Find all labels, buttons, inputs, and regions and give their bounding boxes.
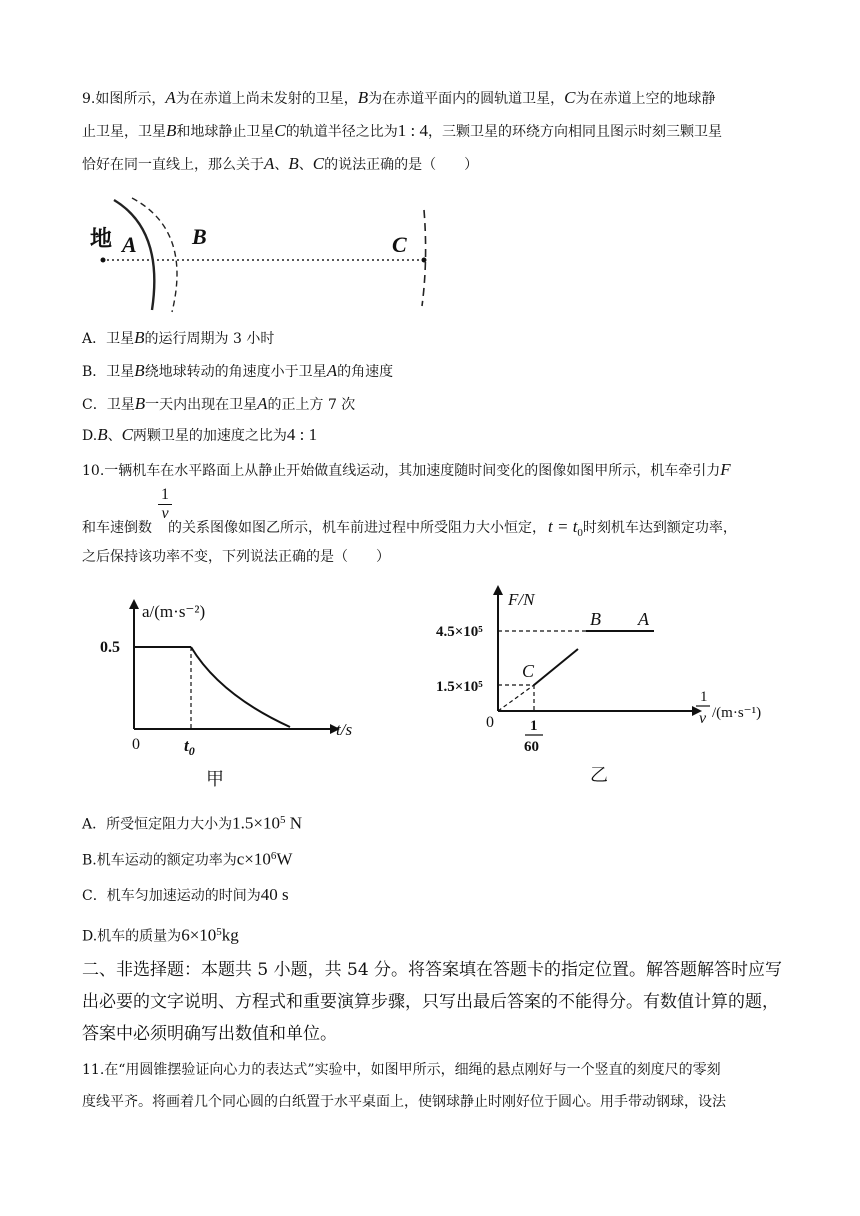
q9-earth-label: 地 xyxy=(90,226,113,251)
graph-yi-point-a: A xyxy=(638,609,649,629)
graph-jia-caption: 甲 xyxy=(206,769,224,789)
section2-line-3: 答案中必须明确写出数值和单位。 xyxy=(82,1024,337,1044)
graph-jia-t0-label: $t_0$ xyxy=(184,736,195,758)
q9-option-d: D.B、C两颗卫星的加速度之比为4 : 1 xyxy=(82,425,318,444)
q10-graph-yi xyxy=(430,585,790,790)
q10-fraction-numerator: 1 xyxy=(161,486,169,503)
q9-stem-line-2: 止卫星，卫星B和地球静止卫星C的轨道半径之比为1 : 4，三颗卫星的环绕方向相同且图示时刻三颗卫星 xyxy=(82,121,722,140)
q10-option-c: C．机车匀加速运动的时间为40 s xyxy=(82,885,289,904)
q9-orbit-figure xyxy=(82,190,442,315)
q9-option-a: A．卫星B的运行周期为 3 小时 xyxy=(82,328,275,347)
q10-fraction-denominator: v xyxy=(161,505,169,522)
graph-yi-x-label-num: 1 xyxy=(700,689,708,705)
graph-yi-x-tick-num: 1 xyxy=(530,718,538,734)
q10-stem-line-2: 和车速倒数 的关系图像如图乙所示，机车前进过程中所受阻力大小恒定， $t = t_0$时刻机车达到额定功率， xyxy=(82,517,737,539)
graph-yi-x-tick-den: 60 xyxy=(524,739,539,755)
graph-yi-x-label-den: v xyxy=(699,710,707,727)
graph-yi-origin: 0 xyxy=(486,714,494,731)
q10-stem-line-3: 之后保持该功率不变，下列说法正确的是（ ） xyxy=(82,549,390,565)
q9-point-a-label: A xyxy=(122,232,137,257)
q9-stem-line-3: 恰好在同一直线上，那么关于A、B、C的说法正确的是（ ） xyxy=(82,154,479,173)
graph-yi-point-c: C xyxy=(522,661,535,681)
graph-yi-x-label-unit: /(m·s⁻¹) xyxy=(712,705,762,721)
graph-jia-y-label: a/(m·s⁻²) xyxy=(142,602,206,621)
q11-stem-line-1: 11.在“用圆锥摆验证向心力的表达式”实验中，如图甲所示，细绳的悬点刚好与一个竖直的刻度尺的零刻 xyxy=(82,1062,721,1078)
q9-stem-line-1: 9.如图所示，A为在赤道上尚未发射的卫星，B为在赤道平面内的圆轨道卫星，C为在赤道上空的地球静 xyxy=(82,88,716,107)
graph-jia-origin: 0 xyxy=(132,736,140,753)
q10-option-a: A．所受恒定阻力大小为$1.5\times 10^5$ N xyxy=(82,813,302,833)
graph-yi-y-label: F/N xyxy=(508,590,535,609)
section2-line-1: 二、非选择题：本题共 5 小题，共 54 分。将答案填在答题卡的指定位置。解答题解答时应写 xyxy=(82,960,783,980)
q10-option-d: D.机车的质量为$6\times 10^5kg$ xyxy=(82,925,239,945)
graph-jia-x-label: t/s xyxy=(336,720,353,739)
graph-yi-y-tick-high: 4.5×10⁵ xyxy=(436,624,483,640)
section2-line-2: 出必要的文字说明、方程式和重要演算步骤，只写出最后答案的不能得分。有数值计算的题， xyxy=(82,992,779,1012)
q9-point-b-label: B xyxy=(192,224,207,249)
q9-option-c: C．卫星B一天内出现在卫星A的正上方 7 次 xyxy=(82,394,356,413)
graph-yi-caption: 乙 xyxy=(590,765,608,785)
q10-graph-jia xyxy=(90,595,370,790)
q9-point-c-label: C xyxy=(392,232,407,257)
q11-stem-line-2: 度线平齐。将画着几个同心圆的白纸置于水平桌面上，使钢球静止时刚好位于圆心。用手带动钢球，设法 xyxy=(82,1094,726,1110)
graph-yi-y-tick-low: 1.5×10⁵ xyxy=(436,679,483,695)
q10-stem-line-1: 10.一辆机车在水平路面上从静止开始做直线运动，其加速度随时间变化的图像如图甲所示，机车牵引力F xyxy=(82,460,731,479)
graph-jia-y-tick: 0.5 xyxy=(100,639,120,656)
graph-yi-point-b: B xyxy=(590,609,601,629)
q10-option-b: B.机车运动的额定功率为$c\times 10^6W$ xyxy=(82,849,293,869)
q9-option-b: B．卫星B绕地球转动的角速度小于卫星A的角速度 xyxy=(82,361,394,380)
